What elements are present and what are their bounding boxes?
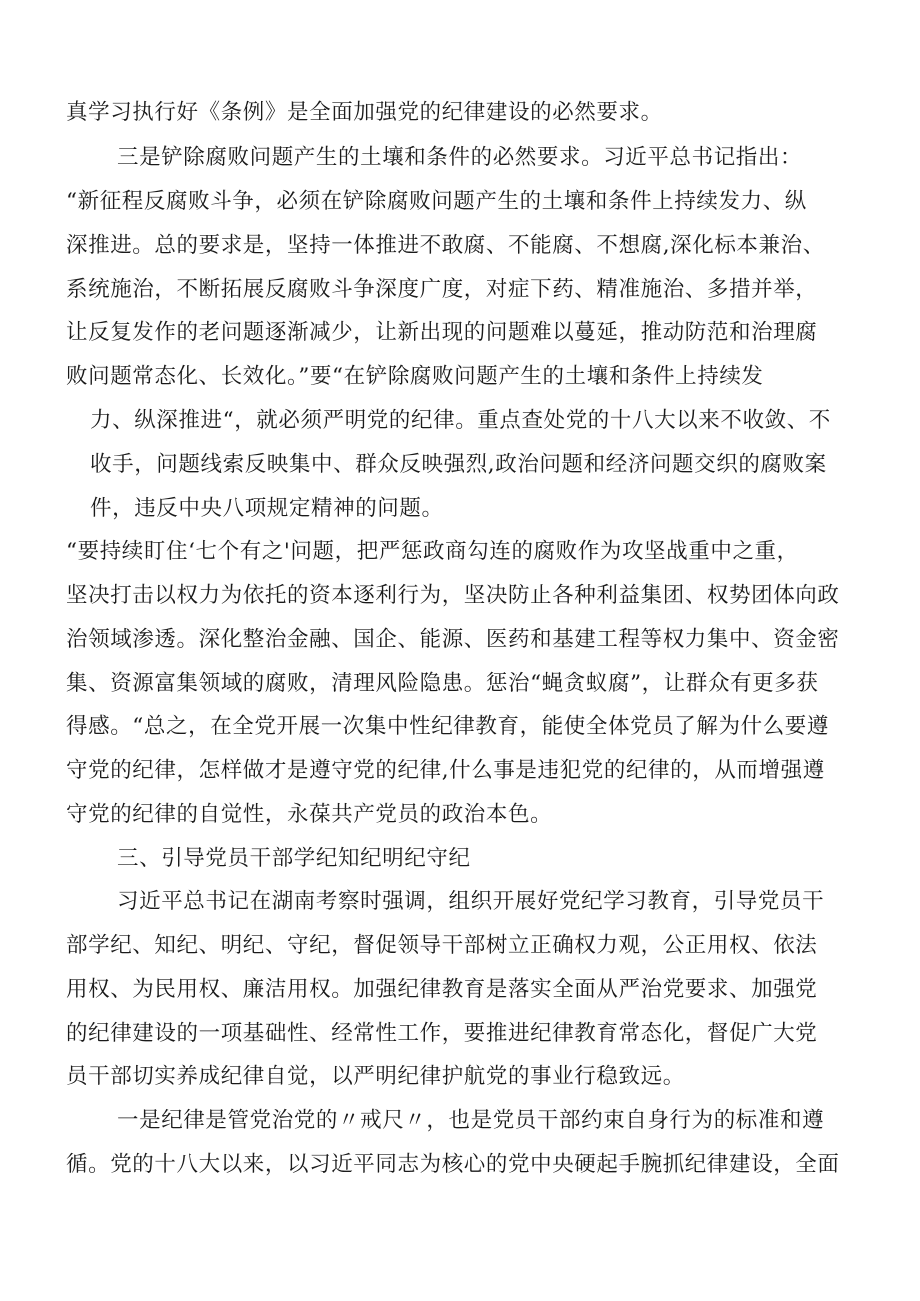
text-line-19: 习近平总书记在湖南考察时强调，组织开展好党纪学习教育，引导党员干 xyxy=(117,889,825,914)
text-line-7: 败问题常态化、长效化。”要“在铲除腐败问题产生的土壤和条件上持续发 xyxy=(66,364,764,389)
text-line-12: 坚决打击以权力为依托的资本逐利行为，坚决防止各种利益集团、权势团体向政 xyxy=(66,583,840,608)
text-line-24: 一是纪律是管党治党的〃戒尺〃，也是党员干部约束自身行为的标准和遵 xyxy=(117,1108,825,1133)
section-heading: 三、引导党员干部学纪知纪明纪守纪 xyxy=(117,846,471,871)
text-line-10: 件，违反中央八项规定精神的问题。 xyxy=(90,496,444,521)
text-line-9: 收手，问题线索反映集中、群众反映强烈,政治问题和经济问题交织的腐败案 xyxy=(90,452,827,477)
text-line-11: “要持续盯住‘七个有之'问题，把严惩政商勾连的腐败作为攻坚战重中之重， xyxy=(66,539,799,564)
text-line-17: 守党的纪律的自觉性，永葆共产党员的政治本色。 xyxy=(66,802,553,827)
text-line-6: 让反复发作的老问题逐渐减少，让新出现的问题难以蔓延，推动防范和治理腐 xyxy=(66,320,818,345)
text-line-16: 守党的纪律，怎样做才是遵守党的纪律,什么事是违犯党的纪律的，从而增强遵 xyxy=(66,758,825,783)
text-line-23: 员干部切实养成纪律自觉，以严明纪律护航党的事业行稳致远。 xyxy=(66,1064,685,1089)
text-line-13: 治领域渗透。深化整治金融、国企、能源、医药和基建工程等权力集中、资金密 xyxy=(66,627,840,652)
text-line-3: “新征程反腐败斗争，必须在铲除腐败问题产生的土壤和条件上持续发力、纵 xyxy=(66,189,807,214)
text-line-4: 深推进。总的要求是，坚持一体推进不敢腐、不能腐、不想腐,深化标本兼治、 xyxy=(66,233,825,258)
text-line-15: 得感。“总之，在全党开展一次集中性纪律教育，能使全体党员了解为什么要遵 xyxy=(66,714,829,739)
text-line-25: 循。党的十八大以来，以习近平同志为核心的党中央硬起手腕抓纪律建设，全面 xyxy=(66,1152,840,1177)
text-line-5: 系统施治，不断拓展反腐败斗争深度广度，对症下药、精准施治、多措并举， xyxy=(66,277,818,302)
text-line-20: 部学纪、知纪、明纪、守纪，督促领导干部树立正确权力观，公正用权、依法 xyxy=(66,933,818,958)
text-line-8: 力、纵深推进“，就必须严明党的纪律。重点查处党的十八大以来不收敛、不 xyxy=(90,408,831,433)
text-line-14: 集、资源富集领域的腐败，清理风险隐患。惩治“蝇贪蚁腐”，让群众有更多获 xyxy=(66,671,819,696)
text-line-2: 三是铲除腐败问题产生的土壤和条件的必然要求。习近平总书记指出： xyxy=(117,145,803,170)
text-line-21: 用权、为民用权、廉洁用权。加强纪律教育是落实全面从严治党要求、加强党 xyxy=(66,977,818,1002)
text-line-1: 真学习执行好《条例》是全面加强党的纪律建设的必然要求。 xyxy=(66,100,663,125)
text-line-22: 的纪律建设的一项基础性、经常性工作，要推进纪律教育常态化，督促广大党 xyxy=(66,1021,818,1046)
